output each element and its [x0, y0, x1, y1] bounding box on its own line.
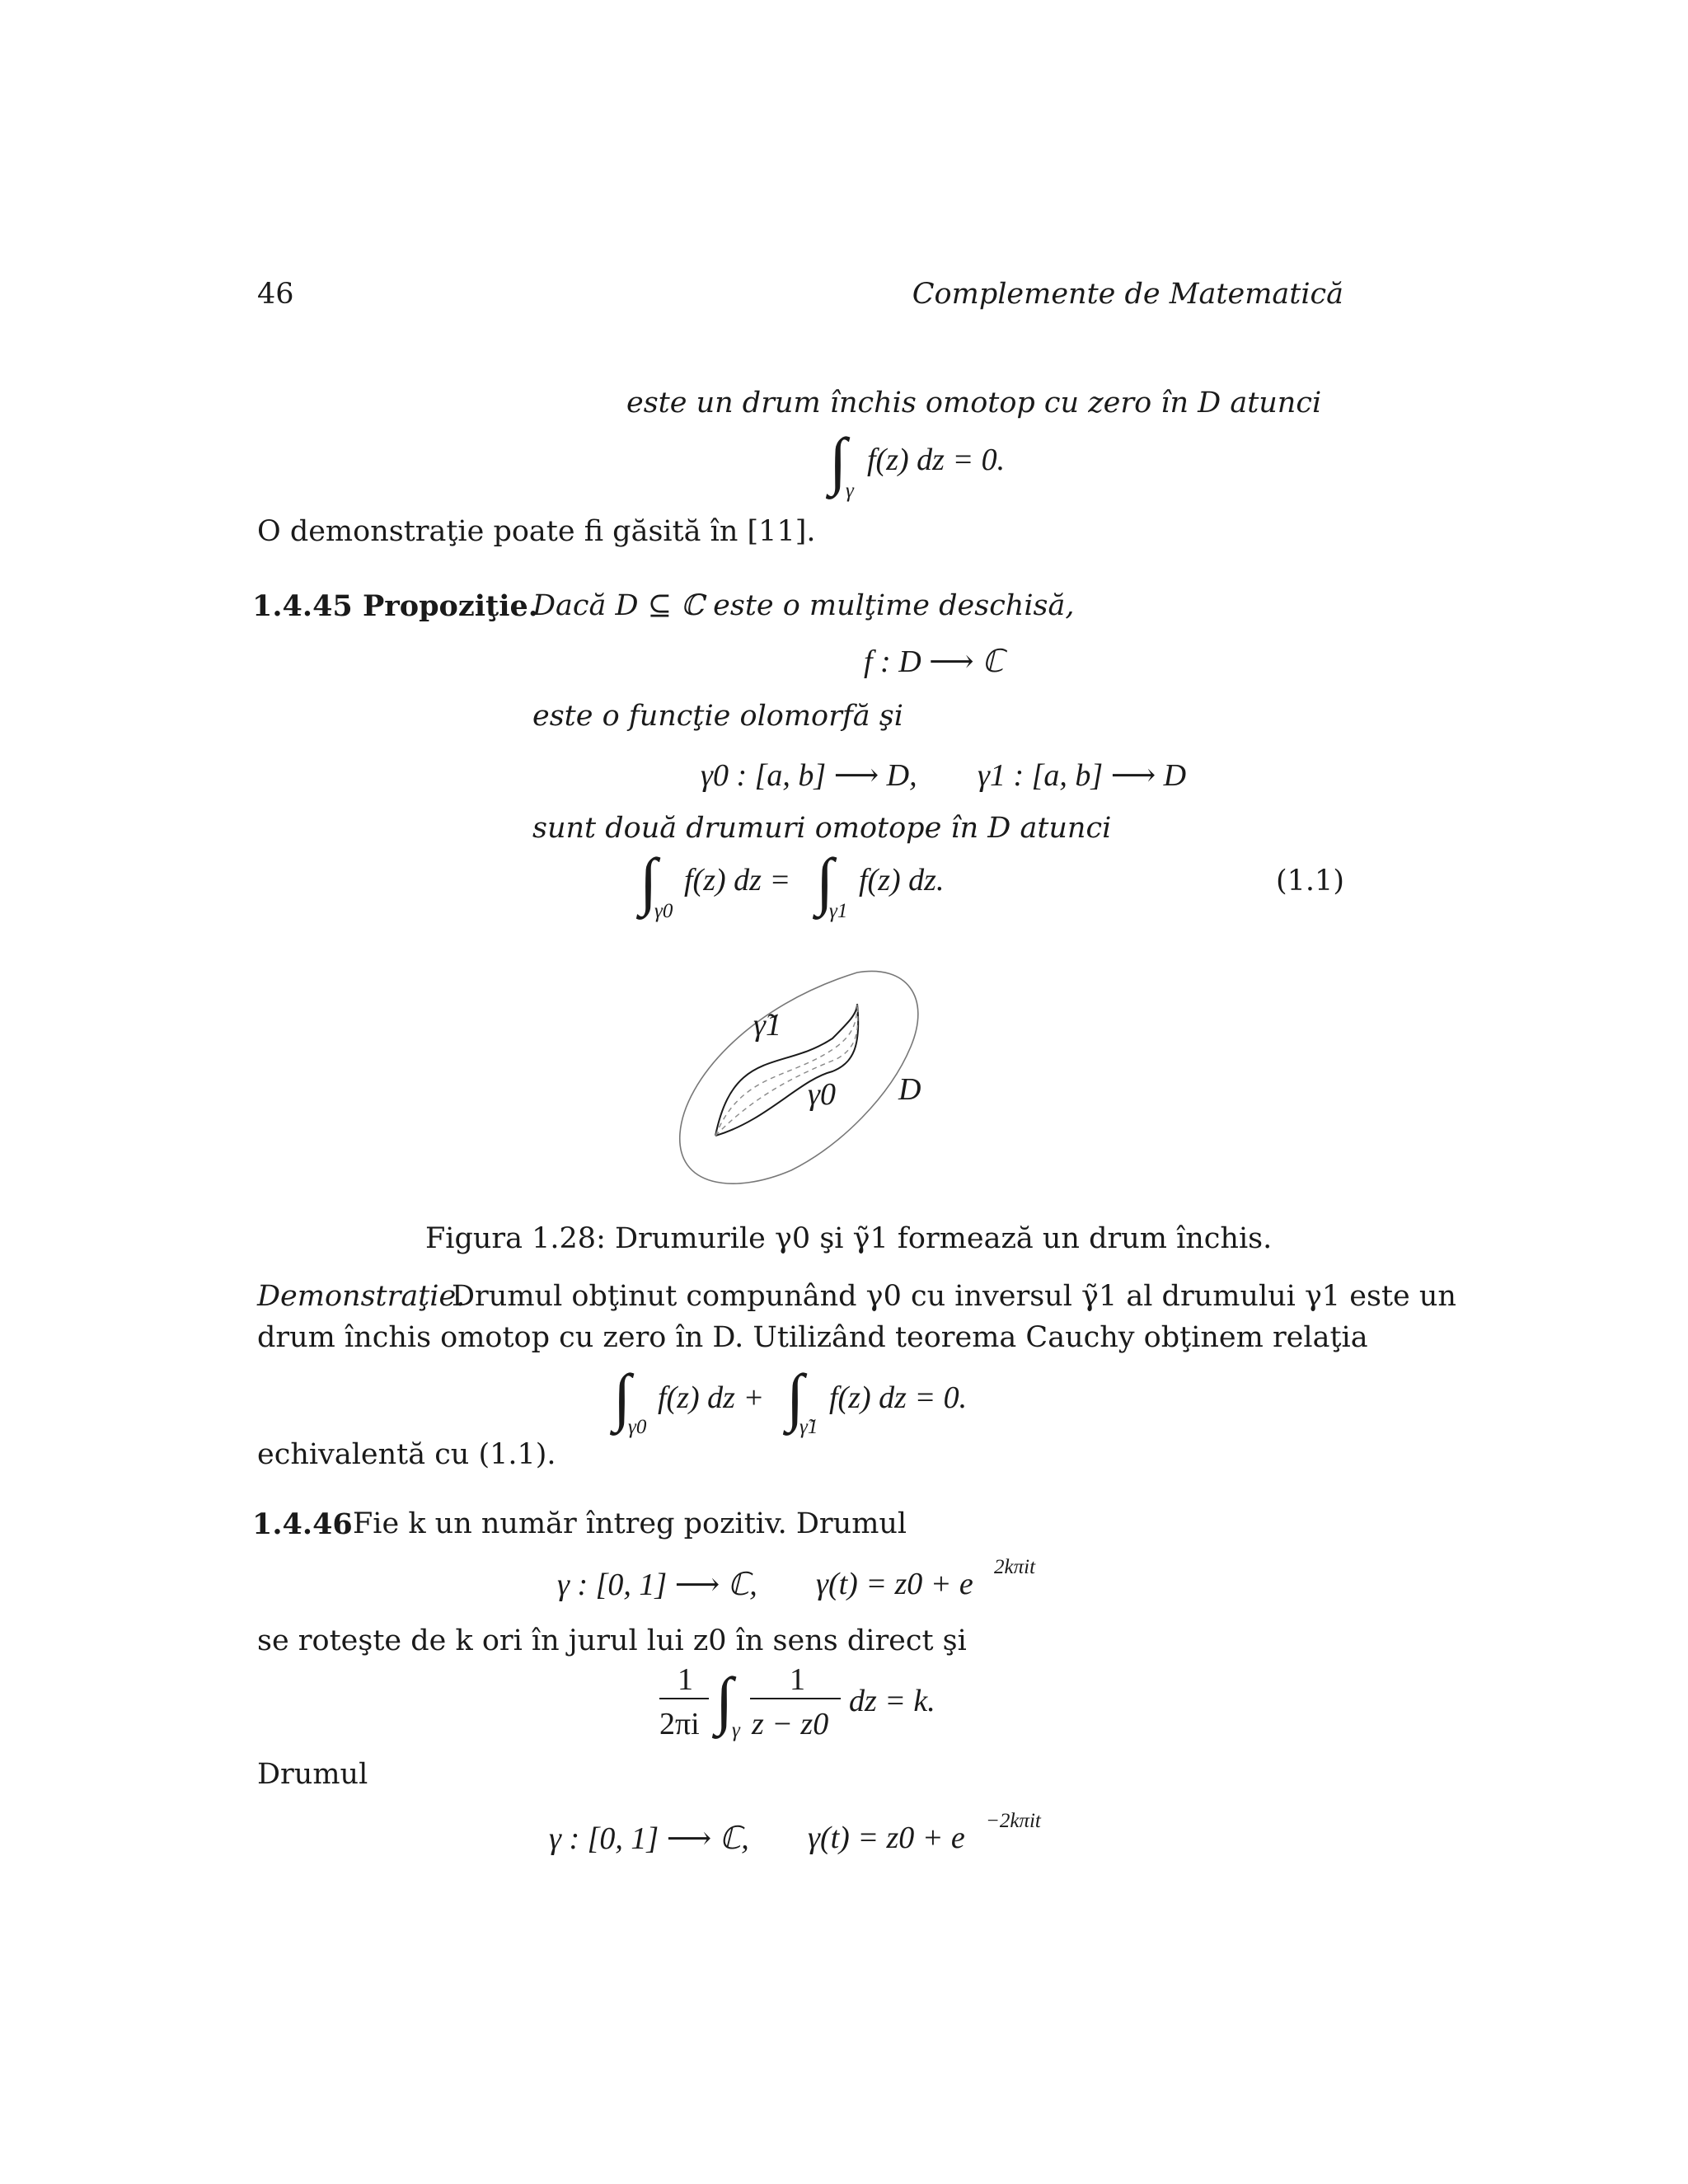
- integral-subscript-left: γ0: [654, 900, 673, 922]
- gamma-definition: γ(t) = z0 + e: [816, 1567, 973, 1601]
- integral-subscript-right: γ1: [829, 900, 848, 922]
- demonstration-heading: Demonstraţie.: [257, 1280, 466, 1313]
- integral-subscript-example: γ: [732, 1719, 740, 1741]
- gamma2-exponent: −2kπit: [986, 1810, 1041, 1832]
- example-text-2: se roteşte de k ori în jurul lui z0 în sens direct şi: [257, 1624, 967, 1657]
- fraction-1-numerator: 1: [678, 1662, 693, 1697]
- demonstration-line-2: drum închis omotop cu zero în D. Utilizând teorema Cauchy obţinem relaţia: [257, 1321, 1368, 1354]
- integral-subscript: γ: [846, 480, 854, 502]
- proof-reference: O demonstraţie poate fi găsită în [11].: [257, 515, 816, 548]
- gamma-map: γ : [0, 1] ⟶ ℂ,: [557, 1568, 757, 1602]
- proposition-line-3: sunt două drumuri omotope în D atunci: [532, 812, 1112, 845]
- demonstration-line-3: echivalentă cu (1.1).: [257, 1438, 556, 1471]
- figure-label-D: D: [898, 1072, 921, 1107]
- integral-subscript-demo-1: γ0: [628, 1416, 647, 1438]
- figure-caption: Figura 1.28: Drumurile γ0 şi γ̃1 formează un drum închis.: [425, 1222, 1273, 1255]
- fraction-2-bar: [750, 1698, 841, 1699]
- integral-sign-demo-2: ∫: [786, 1361, 804, 1432]
- equation-body: f(z) dz = 0.: [867, 443, 1006, 477]
- fraction-1-denominator: 2πi: [659, 1707, 700, 1741]
- page-number: 46: [257, 278, 294, 311]
- map-f: f : D ⟶ ℂ: [864, 644, 1004, 679]
- gamma1-map: γ1 : [a, b] ⟶ D: [978, 758, 1187, 793]
- integral-sign-right: ∫: [816, 845, 834, 916]
- gamma2-map: γ : [0, 1] ⟶ ℂ,: [549, 1821, 749, 1856]
- equation-number: (1.1): [1276, 865, 1344, 898]
- proposition-line-2: este o funcţie olomorfă şi: [532, 700, 903, 733]
- demonstration-equation-part-1: f(z) dz +: [658, 1380, 765, 1415]
- fraction-2-denominator: z − z0: [752, 1707, 829, 1741]
- integral-subscript-demo-2: γ̃1: [799, 1416, 818, 1438]
- gamma0-map: γ0 : [a, b] ⟶ D,: [701, 758, 917, 793]
- gamma2-definition: γ(t) = z0 + e: [808, 1821, 965, 1855]
- integral-sign-example: ∫: [715, 1664, 734, 1736]
- top-text-line: este un drum închis omotop cu zero în D atunci: [626, 387, 1322, 419]
- equation-right: f(z) dz.: [859, 863, 945, 898]
- example-label: 1.4.46: [252, 1507, 353, 1541]
- demonstration-line-1: Drumul obţinut compunând γ0 cu inversul γ̃1 al drumului γ1 este un: [452, 1280, 1456, 1313]
- example-drumul: Drumul: [257, 1758, 368, 1791]
- integral-sign-demo-1: ∫: [613, 1361, 631, 1432]
- fraction-1-bar: [659, 1698, 709, 1699]
- homotopy-figure: [659, 956, 940, 1195]
- fraction-2-numerator: 1: [790, 1662, 805, 1697]
- equation-left: f(z) dz =: [684, 863, 791, 898]
- figure-label-gamma1-tilde: γ̃1: [753, 1008, 781, 1043]
- running-title: Complemente de Matematică: [912, 278, 1343, 311]
- example-intro: Fie k un număr întreg pozitiv. Drumul: [353, 1507, 907, 1540]
- integral-sign: ∫: [829, 424, 847, 496]
- integral-sign-left: ∫: [640, 845, 658, 916]
- integral-rest: dz = k.: [849, 1684, 935, 1718]
- gamma-exponent: 2kπit: [994, 1556, 1036, 1578]
- demonstration-equation-part-2: f(z) dz = 0.: [829, 1380, 968, 1415]
- domain-boundary: [680, 971, 918, 1183]
- proposition-statement: Dacă D ⊆ ℂ este o mulţime deschisă,: [532, 589, 1075, 622]
- figure-label-gamma0: γ0: [808, 1077, 836, 1112]
- proposition-label: 1.4.45 Propoziţie.: [252, 589, 538, 623]
